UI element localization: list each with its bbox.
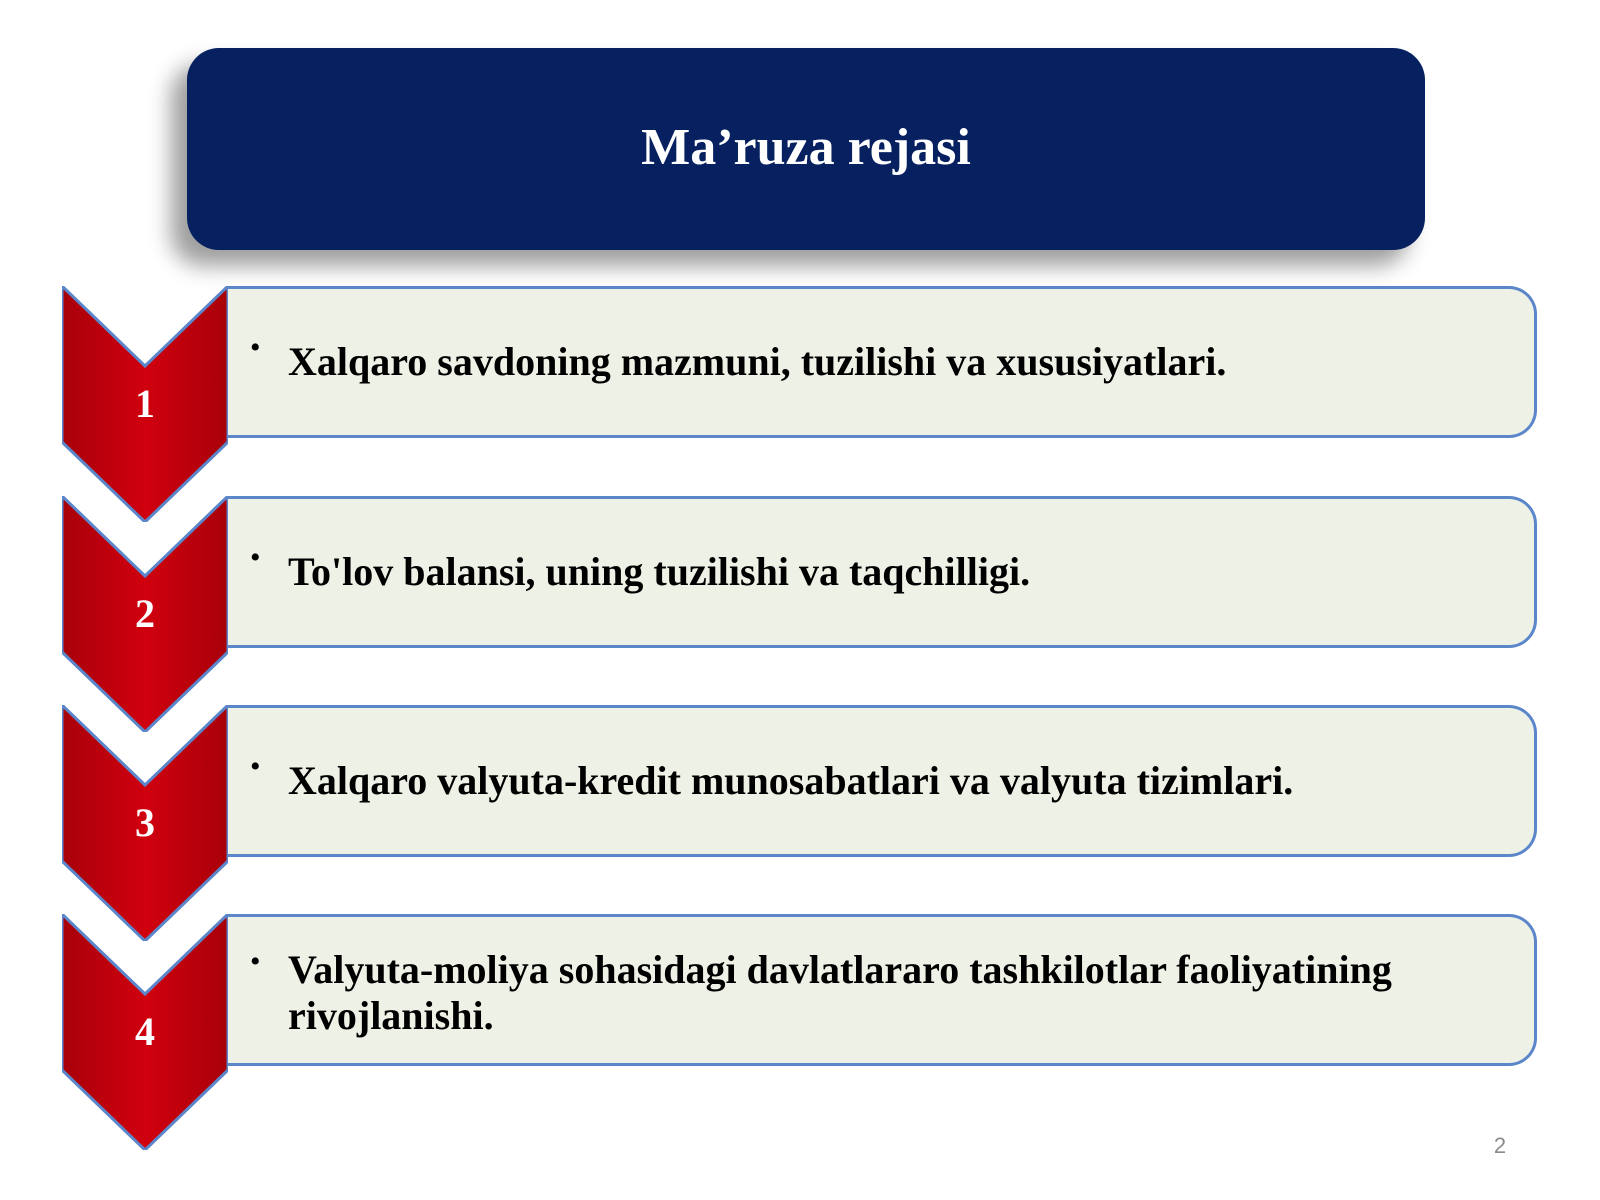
item-text-2: To'lov balansi, uning tuzilishi va taqchilligi.: [288, 549, 1031, 594]
item-text-4: Valyuta-moliya sohasidagi davlatlararo tashkilotlar faoliyatining rivojlanishi.: [288, 947, 1392, 1038]
list-item-2: [228, 496, 1537, 648]
item-text-1: Xalqaro savdoning mazmuni, tuzilishi va xususiyatlari.: [288, 339, 1227, 384]
bullet-icon: •: [250, 945, 261, 978]
bullet-icon: •: [250, 750, 261, 783]
item-number-3: 3: [135, 800, 155, 845]
list-item-4: [228, 914, 1537, 1066]
page-number: 2: [1493, 1133, 1507, 1158]
bullet-icon: •: [250, 541, 261, 574]
item-text-3: Xalqaro valyuta-kredit munosabatlari va valyuta tizimlari.: [288, 758, 1294, 803]
item-number-2: 2: [135, 591, 155, 636]
bullet-icon: •: [250, 331, 261, 364]
item-number-4: 4: [135, 1009, 155, 1054]
list-item-1: [228, 286, 1537, 438]
item-number-1: 1: [135, 381, 155, 426]
list-item-3: [228, 705, 1537, 857]
slide-title: Ma’ruza rejasi: [641, 119, 971, 176]
